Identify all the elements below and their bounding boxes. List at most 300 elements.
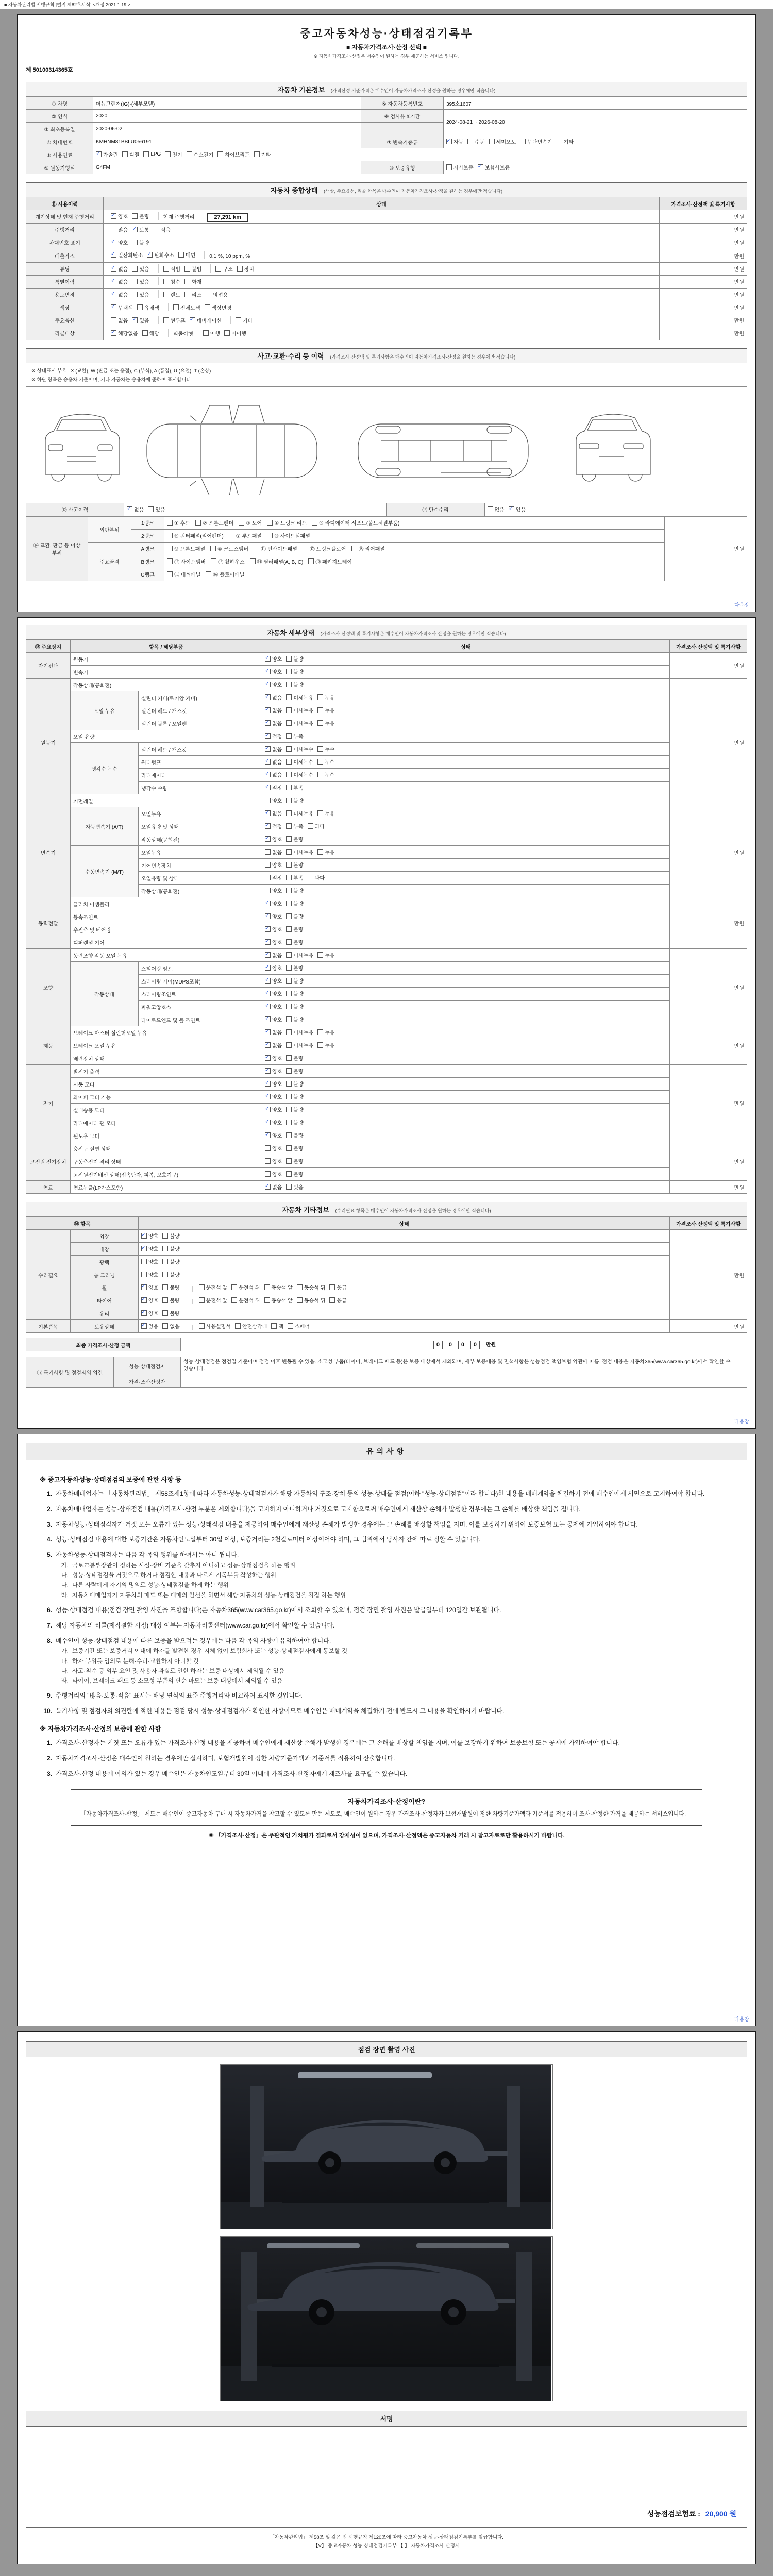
checkbox-없음[interactable] — [111, 278, 128, 285]
checkbox-동승석 앞[interactable] — [264, 1296, 293, 1304]
checkbox-동승석 뒤[interactable] — [297, 1283, 325, 1291]
checkbox-양호[interactable] — [265, 681, 282, 688]
device-item-label: 스티어링 펌프 — [139, 962, 262, 975]
checkbox-불량[interactable] — [286, 1144, 303, 1152]
checkbox-운전석 뒤[interactable] — [231, 1283, 260, 1291]
checkbox-양호[interactable] — [265, 1015, 282, 1023]
notice-subitem: 다. 다른 사람에게 자기의 명의로 성능·상태점검을 하게 하는 행위 — [61, 1582, 229, 1589]
checkbox-불량[interactable] — [286, 1170, 303, 1178]
panel-part[interactable]: ① 후드 — [167, 519, 190, 527]
checkbox-불량[interactable] — [286, 912, 303, 920]
checkbox-label: 탄화수소 — [154, 253, 174, 259]
panel-part[interactable]: ⑲ 패키지트레이 — [308, 557, 352, 565]
checkbox-box-icon — [286, 669, 292, 674]
checkbox-해당[interactable] — [142, 329, 159, 337]
panel-part[interactable]: ⑥ 쿼터패널(리어펜더) — [167, 532, 224, 539]
checkbox-box-icon — [312, 520, 317, 526]
checkbox-양호[interactable] — [141, 1232, 158, 1240]
panel-part[interactable]: ⑨ 프론트패널 — [167, 545, 205, 552]
checkbox-box-icon — [206, 292, 211, 297]
photos-title: 점검 장면 촬영 사진 — [26, 2041, 747, 2057]
checkbox-불량[interactable] — [286, 668, 303, 675]
state-segment — [159, 290, 237, 298]
checkbox-있음[interactable] — [148, 505, 165, 513]
checkbox-양호[interactable] — [141, 1258, 158, 1265]
checkbox-누유[interactable] — [317, 693, 334, 701]
checkbox-미세누유[interactable] — [286, 1041, 313, 1049]
etc-state-cell — [139, 1320, 670, 1333]
checkbox-box-icon — [162, 1323, 168, 1329]
etc-item-label: 유리 — [71, 1307, 139, 1320]
checkbox-불량[interactable] — [286, 1106, 303, 1113]
checkbox-불량[interactable] — [286, 1157, 303, 1165]
checkbox-양호[interactable] — [265, 900, 282, 907]
checkbox-무채색[interactable] — [111, 303, 133, 311]
legal-footer — [26, 2534, 747, 2550]
checkbox-없음[interactable] — [111, 265, 128, 273]
checkbox-적정[interactable] — [265, 822, 282, 830]
car-rear-view — [576, 414, 650, 481]
checkbox-box-icon — [265, 733, 271, 739]
checkbox-불량[interactable] — [162, 1245, 179, 1252]
next-page-link[interactable]: 다음장 — [734, 603, 749, 608]
panel-part[interactable]: ③ 도어 — [239, 519, 262, 527]
checkbox-보통[interactable] — [132, 226, 149, 233]
checkbox-없음[interactable] — [265, 745, 282, 753]
checkbox-불량[interactable] — [162, 1309, 179, 1317]
checkbox-box-icon — [184, 279, 190, 284]
checkbox-영업용[interactable] — [206, 291, 228, 298]
checkbox-없음[interactable] — [265, 771, 282, 778]
checkbox-불법[interactable] — [184, 265, 201, 273]
checkbox-디젤[interactable] — [122, 150, 139, 158]
checkbox-양호[interactable] — [111, 212, 128, 220]
checkbox-box-icon — [162, 1272, 168, 1277]
device-area-label: 냉각수 누수 — [71, 743, 139, 794]
checkbox-box-icon — [205, 304, 210, 310]
page-4 — [17, 2031, 756, 2564]
checkbox-label: 썬루프 — [170, 318, 186, 324]
checkbox-label: 불량 — [293, 889, 304, 894]
checkbox-일산화탄소[interactable] — [111, 251, 143, 259]
rank-label: A랭크 — [131, 542, 164, 555]
checkbox-화재[interactable] — [184, 278, 201, 285]
checkbox-양호[interactable] — [265, 977, 282, 985]
checkbox-양호[interactable] — [265, 655, 282, 663]
checkbox-리스[interactable] — [184, 291, 201, 298]
panel-part[interactable]: ⑪ 인사이드패널 — [254, 545, 297, 552]
checkbox-불량[interactable] — [286, 861, 303, 869]
price-cell: 만원 — [670, 1026, 747, 1065]
checkbox-미이행[interactable] — [224, 329, 246, 337]
section-detail-note: (가격조사·산정액 및 특기사항은 매수인이 자동차가격조사·산정을 원하는 경우에만 적습니다) — [320, 631, 506, 636]
checkbox-양호[interactable] — [265, 938, 282, 946]
checkbox-누유[interactable] — [317, 1041, 334, 1049]
checkbox-미세누수[interactable] — [286, 758, 313, 766]
checkbox-양호[interactable] — [265, 1157, 282, 1165]
checkbox-사용설명서[interactable] — [199, 1322, 231, 1330]
checkbox-있음[interactable] — [286, 1183, 303, 1191]
checkbox-없음[interactable] — [265, 1028, 282, 1036]
checkbox-양호[interactable] — [265, 1003, 282, 1010]
checkbox-전체도색[interactable] — [173, 303, 200, 311]
checkbox-양호[interactable] — [265, 1170, 282, 1178]
panel-part[interactable]: ② 프론트펜더 — [195, 519, 233, 527]
device-area-label: 수동변속기 (M/T) — [71, 846, 139, 897]
checkbox-양호[interactable] — [265, 912, 282, 920]
price-cell: 만원 — [660, 262, 747, 275]
panel-part[interactable]: ⑫ 사이드멤버 — [167, 557, 206, 565]
checkbox-양호[interactable] — [265, 1144, 282, 1152]
etc-state-cell — [139, 1307, 670, 1320]
checkbox-미세누유[interactable] — [286, 809, 313, 817]
checkbox-양호[interactable] — [141, 1245, 158, 1252]
checkbox-불량[interactable] — [286, 796, 303, 804]
checkbox-적정[interactable] — [265, 732, 282, 740]
rank-label: 2랭크 — [131, 529, 164, 542]
checkbox-label: 없음 — [118, 318, 128, 324]
checkbox-없음[interactable] — [265, 1041, 282, 1049]
checkbox-양호[interactable] — [265, 1106, 282, 1113]
checkbox-불량[interactable] — [162, 1270, 179, 1278]
checkbox-있음[interactable] — [132, 278, 149, 285]
checkbox-과다[interactable] — [308, 874, 325, 882]
checkbox-label: 양호 — [272, 889, 282, 894]
panel-part[interactable]: ⑮ 대쉬패널 — [167, 570, 200, 578]
checkbox-불량[interactable] — [132, 212, 149, 220]
checkbox-없음[interactable] — [265, 1183, 282, 1191]
signature-area[interactable] — [26, 2427, 747, 2528]
checkbox-양호[interactable] — [265, 1118, 282, 1126]
checkbox-부족[interactable] — [286, 732, 303, 740]
checkbox-없음[interactable] — [111, 291, 128, 298]
checkbox-label: 불량 — [293, 799, 304, 804]
panel-part[interactable]: ⑰ 트렁크플로어 — [303, 545, 346, 552]
detail-state-cell — [262, 1039, 670, 1052]
checkbox-불량[interactable] — [286, 1118, 303, 1126]
panel-part[interactable]: ⑯ 플로어패널 — [206, 570, 244, 578]
checkbox-썬루프[interactable] — [163, 316, 186, 324]
checkbox-불량[interactable] — [286, 1067, 303, 1075]
panel-part[interactable]: ⑱ 리어패널 — [351, 545, 385, 552]
page-3 — [17, 1434, 756, 2026]
checkbox-label: 미세누유 — [293, 1030, 313, 1036]
checkbox-불량[interactable] — [286, 938, 303, 946]
checkbox-양호[interactable] — [265, 1067, 282, 1075]
checkbox-불량[interactable] — [162, 1283, 179, 1291]
checkbox-해당없음[interactable] — [111, 329, 138, 337]
checkbox-불량[interactable] — [162, 1232, 179, 1240]
checkbox-label: 누유 — [324, 1043, 335, 1049]
checkbox-box-icon — [286, 1094, 292, 1099]
checkbox-없음[interactable] — [265, 809, 282, 817]
checkbox-세미오토[interactable] — [489, 138, 516, 145]
checkbox-하이브리드[interactable] — [217, 150, 249, 158]
checkbox-없음[interactable] — [162, 1322, 179, 1330]
checkbox-불량[interactable] — [286, 835, 303, 843]
checkbox-양호[interactable] — [111, 239, 128, 246]
price-cell: 만원 — [660, 327, 747, 340]
checkbox-누유[interactable] — [317, 951, 334, 959]
detail-state-cell — [262, 1026, 670, 1039]
checkbox-label: 미세누수 — [293, 760, 313, 766]
checkbox-box-icon — [163, 292, 169, 297]
panel-part[interactable]: ⑦ 루프패널 — [229, 532, 262, 539]
checkbox-운전석 앞[interactable] — [199, 1296, 227, 1304]
checkbox-양호[interactable] — [265, 1054, 282, 1062]
checkbox-누유[interactable] — [317, 1028, 334, 1036]
price-cell: 만원 — [660, 301, 747, 314]
panel-part[interactable]: ⑩ 크로스멤버 — [210, 545, 248, 552]
checkbox-label: 없음 — [272, 760, 282, 766]
checkbox-자가보증[interactable] — [446, 163, 474, 171]
year-value: 2020 — [93, 110, 361, 123]
checkbox-운전석 앞[interactable] — [199, 1283, 227, 1291]
detail-row — [26, 949, 747, 962]
checkbox-보험사보증[interactable] — [478, 163, 510, 171]
overall-row — [26, 210, 747, 224]
checkbox-불량[interactable] — [286, 1080, 303, 1088]
detail-row — [26, 1168, 747, 1181]
checkbox-불량[interactable] — [132, 239, 149, 246]
vin-value: KMHNM81BBLU056191 — [93, 135, 361, 148]
checkbox-없음[interactable] — [127, 505, 144, 513]
checkbox-렌트[interactable] — [163, 291, 180, 298]
checkbox-box-icon — [167, 571, 173, 577]
checkbox-기타[interactable] — [254, 150, 271, 158]
checkbox-응급[interactable] — [329, 1296, 346, 1304]
detail-state-cell — [262, 1013, 670, 1026]
checkbox-있음[interactable] — [132, 316, 149, 324]
panel-part[interactable]: ⑧ 사이드실패널 — [267, 532, 310, 539]
checkbox-동승석 뒤[interactable] — [297, 1296, 325, 1304]
checkbox-미세누수[interactable] — [286, 771, 313, 778]
checkbox-부족[interactable] — [286, 874, 303, 882]
price-cell: 만원 — [670, 1230, 747, 1320]
checkbox-label: 무단변속기 — [527, 140, 552, 145]
checkbox-누유[interactable] — [317, 719, 334, 727]
checkbox-부족[interactable] — [286, 784, 303, 791]
checkbox-장치[interactable] — [237, 265, 254, 273]
panel-part[interactable]: ⑭ 필러패널(A, B, C) — [250, 557, 304, 565]
checkbox-누유[interactable] — [317, 706, 334, 714]
detail-state-cell — [262, 730, 670, 743]
checkbox-기타[interactable] — [557, 138, 574, 145]
checkbox-있음[interactable] — [509, 505, 526, 513]
checkbox-미세누유[interactable] — [286, 951, 313, 959]
checkbox-label: 양호 — [272, 837, 282, 843]
device-item-label: 작동상태(공회전) — [139, 885, 262, 897]
checkbox-전기[interactable] — [165, 150, 182, 158]
checkbox-box-icon — [96, 151, 102, 157]
insurance-fee — [647, 2509, 736, 2519]
next-page-link[interactable]: 다음장 — [734, 2017, 749, 2023]
accident-history-label: ⑫ 사고이력 — [26, 503, 124, 516]
checkbox-많음[interactable] — [111, 226, 128, 233]
checkbox-box-icon — [286, 1145, 292, 1151]
checkbox-미세누유[interactable] — [286, 848, 313, 856]
panel-part[interactable]: ④ 트렁크 리드 — [267, 519, 307, 527]
checkbox-label: 매연 — [185, 253, 196, 259]
checkbox-무단변속기[interactable] — [520, 138, 552, 145]
checkbox-box-icon — [286, 901, 292, 906]
notice-body — [26, 1460, 747, 1849]
checkbox-label: 양호 — [272, 799, 282, 804]
checkbox-불량[interactable] — [286, 681, 303, 688]
checkbox-불량[interactable] — [286, 900, 303, 907]
checkbox-없음[interactable] — [265, 848, 282, 856]
overall-state-cell — [104, 249, 660, 262]
checkbox-매연[interactable] — [178, 251, 195, 259]
checkbox-누유[interactable] — [317, 848, 334, 856]
checkbox-양호[interactable] — [265, 835, 282, 843]
device-item-label: 오일유량 및 상태 — [139, 872, 262, 885]
device-group-label: 동력전달 — [26, 897, 71, 949]
checkbox-불량[interactable] — [286, 1003, 303, 1010]
etc-state-cell — [139, 1243, 670, 1256]
checkbox-양호[interactable] — [265, 887, 282, 894]
checkbox-구조[interactable] — [215, 265, 232, 273]
checkbox-누수[interactable] — [317, 771, 334, 778]
checkbox-없음[interactable] — [265, 706, 282, 714]
overall-row — [26, 301, 747, 314]
etc-item-label: 광택 — [71, 1256, 139, 1268]
checkbox-수동[interactable] — [467, 138, 484, 145]
checkbox-없음[interactable] — [111, 316, 128, 324]
checkbox-불량[interactable] — [286, 1015, 303, 1023]
checkbox-침수[interactable] — [163, 278, 180, 285]
checkbox-양호[interactable] — [141, 1296, 158, 1304]
checkbox-동승석 앞[interactable] — [264, 1283, 293, 1291]
checkbox-불량[interactable] — [286, 925, 303, 933]
checkbox-양호[interactable] — [265, 1093, 282, 1100]
checkbox-양호[interactable] — [265, 796, 282, 804]
detail-row — [26, 807, 747, 820]
checkbox-안전삼각대[interactable] — [235, 1322, 267, 1330]
checkbox-양호[interactable] — [265, 1080, 282, 1088]
car-damage-diagram[interactable] — [26, 386, 747, 503]
checkbox-box-icon — [267, 520, 273, 526]
checkbox-label: 미세누수 — [293, 773, 313, 778]
checkbox-자동[interactable] — [446, 138, 463, 145]
next-page-link[interactable]: 다음장 — [734, 1419, 749, 1425]
checkbox-누수[interactable] — [317, 745, 334, 753]
checkbox-양호[interactable] — [265, 861, 282, 869]
checkbox-있음[interactable] — [132, 291, 149, 298]
checkbox-box-icon — [132, 279, 138, 284]
checkbox-부족[interactable] — [286, 822, 303, 830]
checkbox-불량[interactable] — [286, 1054, 303, 1062]
checkbox-불량[interactable] — [162, 1296, 179, 1304]
checkbox-미세누유[interactable] — [286, 706, 313, 714]
checkbox-불량[interactable] — [286, 1131, 303, 1139]
device-item-label: 냉각수 수량 — [139, 782, 262, 794]
checkbox-유채색[interactable] — [137, 303, 159, 311]
checkbox-탄화수소[interactable] — [147, 251, 174, 259]
checkbox-응급[interactable] — [329, 1283, 346, 1291]
notice-list-2 — [40, 1738, 733, 1779]
checkbox-가솔린[interactable] — [96, 150, 118, 158]
reg-no-value: 395소1607 — [444, 97, 747, 110]
checkbox-과다[interactable] — [308, 822, 325, 830]
checkbox-없음[interactable] — [265, 719, 282, 727]
checkbox-기타[interactable] — [236, 316, 253, 324]
checkbox-불량[interactable] — [286, 655, 303, 663]
checkbox-네비게이션[interactable] — [190, 316, 222, 324]
checkbox-적정[interactable] — [265, 874, 282, 882]
legend-basis: ※ 하단 항목은 승용차 기준이며, 기타 자동차는 승용차에 준하여 표시합니다. — [31, 377, 193, 383]
state-segment — [106, 290, 159, 298]
checkbox-양호[interactable] — [265, 668, 282, 675]
checkbox-양호[interactable] — [265, 1131, 282, 1139]
checkbox-적법[interactable] — [163, 265, 180, 273]
checkbox-box-icon — [351, 546, 357, 551]
checkbox-불량[interactable] — [286, 977, 303, 985]
checkbox-box-icon — [141, 1323, 147, 1329]
pricing-definition-box — [71, 1789, 702, 1826]
checkbox-불량[interactable] — [162, 1258, 179, 1265]
detail-state-cell — [262, 936, 670, 949]
checkbox-없음[interactable] — [265, 951, 282, 959]
checkbox-label: 영업용 — [213, 292, 228, 298]
checkbox-적정[interactable] — [265, 784, 282, 791]
checkbox-잭[interactable] — [271, 1322, 283, 1330]
checkbox-LPG[interactable] — [143, 151, 161, 157]
etc-state-cell — [139, 1294, 670, 1307]
checkbox-양호[interactable] — [265, 925, 282, 933]
panel-group-label: 주요골격 — [88, 542, 131, 581]
checkbox-미세누유[interactable] — [286, 1028, 313, 1036]
checkbox-운전석 뒤[interactable] — [231, 1296, 260, 1304]
checkbox-누수[interactable] — [317, 758, 334, 766]
legal-footer-line-2: 【V】 중고자동차 성능·상태점검기록부 【 】 자동차가격조사·산정서 — [313, 2543, 460, 2549]
checkbox-불량[interactable] — [286, 887, 303, 894]
checkbox-불량[interactable] — [286, 964, 303, 972]
overall-state-cell — [104, 275, 660, 288]
checkbox-없음[interactable] — [488, 505, 505, 513]
legal-footer-line-1: 「자동차관리법」 제58조 및 같은 법 시행규칙 제120조에 따라 중고자동차 성능·상태점검기록부를 발급합니다. — [270, 2535, 503, 2540]
detail-row — [26, 923, 747, 936]
checkbox-적음[interactable] — [154, 226, 171, 233]
checkbox-미세누수[interactable] — [286, 745, 313, 753]
checkbox-양호[interactable] — [141, 1283, 158, 1291]
checkbox-미세누유[interactable] — [286, 693, 313, 701]
detail-state-cell — [262, 949, 670, 962]
checkbox-box-icon — [264, 1297, 270, 1303]
checkbox-이행[interactable] — [203, 329, 220, 337]
checkbox-양호[interactable] — [141, 1270, 158, 1278]
checkbox-불량[interactable] — [286, 1093, 303, 1100]
panel-part[interactable]: ⑤ 라디에이터 서포트(볼트체결부품) — [312, 519, 399, 527]
checkbox-양호[interactable] — [265, 990, 282, 997]
checkbox-있음[interactable] — [141, 1322, 158, 1330]
panel-part[interactable]: ⑬ 휠하우스 — [211, 557, 244, 565]
checkbox-없음[interactable] — [265, 758, 282, 766]
checkbox-양호[interactable] — [141, 1309, 158, 1317]
checkbox-색상변경[interactable] — [205, 303, 232, 311]
checkbox-box-icon — [215, 266, 221, 272]
checkbox-없음[interactable] — [265, 693, 282, 701]
checkbox-label: 불량 — [293, 1172, 304, 1178]
checkbox-수소전기[interactable] — [187, 150, 214, 158]
checkbox-label: 불량 — [170, 1260, 180, 1265]
checkbox-양호[interactable] — [265, 964, 282, 972]
checkbox-스패너[interactable] — [288, 1322, 310, 1330]
checkbox-불량[interactable] — [286, 990, 303, 997]
checkbox-누유[interactable] — [317, 809, 334, 817]
checkbox-미세누유[interactable] — [286, 719, 313, 727]
checkbox-있음[interactable] — [132, 265, 149, 273]
